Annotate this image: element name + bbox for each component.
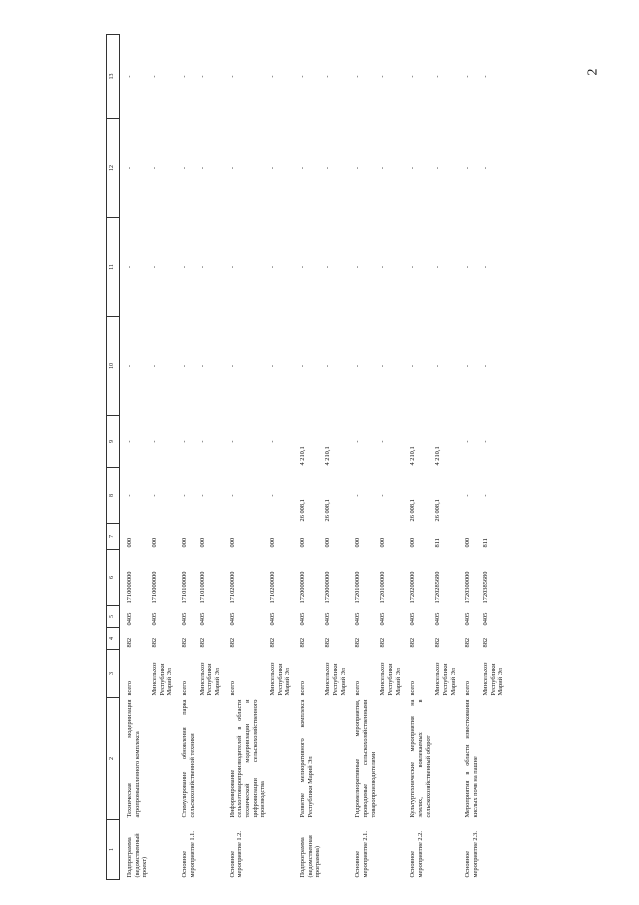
table-cell: Подпрограмма (ведомственная программа) bbox=[299, 835, 322, 878]
table-cell: 26 008,1 bbox=[434, 499, 442, 522]
table-cell: - bbox=[269, 265, 276, 269]
table-row bbox=[458, 35, 480, 880]
table-cell: - bbox=[299, 265, 307, 269]
table-cell: всего bbox=[464, 681, 472, 696]
table-cell: - bbox=[198, 494, 206, 497]
table-cell: - bbox=[354, 364, 362, 368]
table-cell: - bbox=[409, 75, 417, 78]
table-cell: - bbox=[228, 440, 236, 443]
table-cell: 1710100000 bbox=[198, 571, 206, 604]
table-cell: - bbox=[354, 166, 362, 170]
table-cell: - bbox=[481, 364, 489, 368]
column-header: 8 bbox=[107, 468, 120, 524]
table-cell: - bbox=[198, 364, 206, 368]
table-cell: Минсельхоз Республики Марий Эл bbox=[324, 662, 347, 696]
budget-table bbox=[106, 34, 506, 880]
table-cell: - bbox=[151, 364, 159, 368]
table-cell bbox=[481, 698, 506, 820]
table-cell: - bbox=[434, 75, 442, 78]
table-cell bbox=[268, 820, 293, 880]
table-cell: 000 bbox=[198, 537, 206, 548]
table-cell: 882 bbox=[181, 637, 189, 648]
table-cell: - bbox=[299, 166, 307, 170]
table-cell: - bbox=[198, 166, 206, 170]
table-cell: - bbox=[464, 364, 472, 368]
table-row bbox=[433, 35, 458, 880]
table-cell: - bbox=[151, 265, 159, 269]
table-cell: - bbox=[299, 364, 307, 368]
table-cell: - bbox=[354, 265, 362, 269]
table-cell: - bbox=[354, 494, 362, 497]
table-cell: Минсельхоз Республики Марий Эл bbox=[151, 662, 174, 696]
table-cell: 882 bbox=[464, 637, 472, 648]
table-cell: - bbox=[324, 265, 332, 269]
table-cell: - bbox=[228, 364, 236, 368]
table-cell: 1720000000 bbox=[324, 571, 332, 604]
rotated-table-container bbox=[106, 35, 516, 880]
table-cell: 0405 bbox=[409, 612, 417, 626]
table-cell: Информирование сельхозтоваропроизводителей в области технической модернизации и цифровизации сельскохозяйственного производства bbox=[228, 699, 267, 818]
table-cell: всего bbox=[299, 681, 307, 696]
table-cell: 000 bbox=[379, 537, 387, 548]
table-cell: - bbox=[269, 494, 276, 497]
table-cell bbox=[378, 698, 403, 820]
table-cell: 000 bbox=[126, 537, 133, 548]
table-cell bbox=[323, 698, 348, 820]
table-cell: - bbox=[228, 494, 236, 497]
table-cell: Минсельхоз Республики Марий Эл bbox=[379, 662, 402, 696]
column-header: 11 bbox=[107, 218, 120, 317]
table-cell: Гидромелиоративные мероприятия, проводимые сельскохозяйственными товаропроизводителями bbox=[354, 699, 377, 818]
table-row bbox=[175, 35, 197, 880]
table-cell: 000 bbox=[409, 537, 417, 548]
table-cell: 000 bbox=[464, 537, 472, 548]
table-cell: 4 210,1 bbox=[409, 446, 417, 466]
table-cell: - bbox=[324, 364, 332, 368]
table-cell: - bbox=[434, 265, 442, 269]
table-cell: Техническая модернизация агропромышленного комплекса bbox=[126, 699, 141, 818]
table-row bbox=[348, 35, 378, 880]
table-cell: 000 bbox=[181, 537, 189, 548]
table-cell: 0405 bbox=[324, 612, 332, 626]
table-cell bbox=[378, 820, 403, 880]
table-cell: 882 bbox=[228, 637, 236, 648]
table-cell: - bbox=[126, 75, 133, 78]
table-cell: - bbox=[151, 75, 159, 78]
column-header: 7 bbox=[107, 524, 120, 550]
table-cell: - bbox=[354, 440, 362, 443]
table-cell: 000 bbox=[324, 537, 332, 548]
table-cell: 26 008,1 bbox=[409, 499, 417, 522]
table-cell: - bbox=[434, 166, 442, 170]
table-cell: 811 bbox=[481, 538, 489, 548]
table-cell: - bbox=[481, 265, 489, 269]
table-cell: - bbox=[181, 494, 189, 497]
table-cell bbox=[268, 698, 293, 820]
table-cell: - bbox=[379, 364, 387, 368]
table-cell: Культуртехнические мероприятия на землях, вовлекаемых в сельскохозяйственный оборот bbox=[409, 699, 432, 818]
table-cell: 882 bbox=[409, 637, 417, 648]
table-cell: Стимулирование обновления парка сельскохозяйственной техники bbox=[181, 699, 196, 818]
table-cell: 882 bbox=[198, 637, 206, 648]
table-cell: 26 008,1 bbox=[299, 499, 307, 522]
table-cell: 811 bbox=[434, 538, 442, 548]
table-cell: - bbox=[269, 75, 276, 78]
table-cell: - bbox=[126, 494, 133, 497]
column-header: 2 bbox=[107, 698, 120, 820]
table-cell: - bbox=[228, 265, 236, 269]
table-cell: 0405 bbox=[151, 612, 159, 626]
table-cell: Мероприятия в области известкования кислых почв на пашне bbox=[464, 699, 480, 818]
column-header: 6 bbox=[107, 550, 120, 606]
table-row bbox=[198, 35, 223, 880]
table-cell: - bbox=[198, 265, 206, 269]
table-cell: 000 bbox=[299, 537, 307, 548]
table-cell: Основное мероприятие 1.2. bbox=[228, 831, 244, 878]
table-cell: Подпрограмма (ведомственный проект) bbox=[126, 833, 149, 878]
table-cell: 000 bbox=[151, 537, 159, 548]
table-cell: - bbox=[379, 265, 387, 269]
table-cell bbox=[150, 820, 175, 880]
table-cell: 0405 bbox=[464, 612, 472, 626]
table-cell: - bbox=[464, 166, 472, 170]
table-cell: - bbox=[409, 265, 417, 269]
table-cell: - bbox=[481, 440, 489, 443]
table-cell: 0405 bbox=[299, 612, 307, 626]
table-cell: 882 bbox=[354, 637, 362, 648]
table-cell: - bbox=[464, 440, 472, 443]
table-cell: - bbox=[379, 440, 387, 443]
table-cell: - bbox=[379, 75, 387, 78]
table-cell: - bbox=[151, 166, 159, 170]
table-cell: - bbox=[181, 440, 189, 443]
table-cell: 4 210,1 bbox=[324, 446, 332, 466]
table-cell: 882 bbox=[379, 637, 387, 648]
table-cell: 1710000000 bbox=[126, 571, 133, 604]
rotated-table-inner bbox=[106, 35, 516, 880]
column-number-row bbox=[107, 35, 120, 880]
table-cell: Минсельхоз Республики Марий Эл bbox=[198, 662, 221, 696]
table-cell: - bbox=[464, 265, 472, 269]
table-cell: - bbox=[409, 364, 417, 368]
table-cell: - bbox=[481, 166, 489, 170]
table-cell: 0405 bbox=[198, 612, 206, 626]
table-cell: 1710000000 bbox=[151, 571, 159, 604]
table-cell: 0405 bbox=[434, 612, 442, 626]
table-cell: 1710100000 bbox=[181, 571, 189, 604]
table-cell: 000 bbox=[269, 537, 276, 548]
table-cell: Основное мероприятие 1.1. bbox=[181, 831, 196, 878]
table-cell bbox=[481, 820, 506, 880]
table-cell: 000 bbox=[354, 537, 362, 548]
table-cell: - bbox=[198, 75, 206, 78]
table-cell bbox=[150, 698, 175, 820]
table-cell: Основное мероприятие 2.2. bbox=[409, 831, 424, 878]
column-header: 4 bbox=[107, 628, 120, 650]
table-cell: - bbox=[481, 75, 489, 78]
column-header: 5 bbox=[107, 606, 120, 628]
table-cell: - bbox=[464, 75, 472, 78]
table-body bbox=[120, 35, 506, 880]
table-cell: Основное мероприятие 2.1. bbox=[354, 831, 369, 878]
table-cell: - bbox=[434, 364, 442, 368]
table-cell: - bbox=[324, 75, 332, 78]
table-cell: - bbox=[181, 75, 189, 78]
table-cell: 1720285680 bbox=[434, 571, 442, 604]
table-cell: - bbox=[269, 166, 276, 170]
table-cell: - bbox=[126, 364, 133, 368]
column-header: 3 bbox=[107, 650, 120, 698]
column-header: 1 bbox=[107, 820, 120, 880]
table-cell: - bbox=[379, 494, 387, 497]
table-cell: всего bbox=[409, 681, 417, 696]
table-cell: 882 bbox=[481, 637, 489, 648]
table-cell: 0405 bbox=[481, 612, 489, 626]
table-cell: - bbox=[464, 494, 472, 497]
table-cell bbox=[433, 698, 458, 820]
table-cell: - bbox=[228, 75, 236, 78]
table-row bbox=[323, 35, 348, 880]
table-cell: - bbox=[324, 166, 332, 170]
table-cell: 1720300000 bbox=[464, 571, 472, 604]
table-cell: - bbox=[126, 166, 133, 170]
table-cell: всего bbox=[354, 681, 362, 696]
table-row bbox=[378, 35, 403, 880]
table-cell: - bbox=[379, 166, 387, 170]
table-cell: 26 008,1 bbox=[324, 499, 332, 522]
table-cell: 0405 bbox=[228, 612, 236, 626]
table-cell: - bbox=[181, 166, 189, 170]
table-cell: Минсельхоз Республики Марий Эл bbox=[481, 662, 505, 696]
table-cell bbox=[433, 820, 458, 880]
table-cell bbox=[198, 820, 223, 880]
table-cell: всего bbox=[181, 681, 189, 696]
table-cell: Минсельхоз Республики Марий Эл bbox=[434, 662, 457, 696]
table-row bbox=[150, 35, 175, 880]
table-cell: 1720200000 bbox=[409, 571, 417, 604]
table-cell: - bbox=[151, 440, 159, 443]
column-header: 13 bbox=[107, 35, 120, 119]
table-cell: Развитие мелиоративного комплекса Республики Марий Эл bbox=[299, 699, 314, 818]
table-cell: - bbox=[409, 166, 417, 170]
table-cell: 882 bbox=[151, 637, 159, 648]
table-cell: - bbox=[151, 494, 159, 497]
table-cell: 1720000000 bbox=[299, 571, 307, 604]
table-cell: 1720100000 bbox=[354, 571, 362, 604]
page-number: 2 bbox=[585, 68, 601, 76]
table-cell: 0405 bbox=[181, 612, 189, 626]
table-cell: 882 bbox=[269, 637, 276, 648]
table-cell: 0405 bbox=[126, 612, 133, 626]
table-cell: - bbox=[269, 364, 276, 368]
table-cell: 1720385680 bbox=[481, 571, 489, 604]
table-cell: 882 bbox=[126, 637, 133, 648]
table-cell: - bbox=[126, 440, 133, 443]
table-cell: 882 bbox=[299, 637, 307, 648]
table-cell: - bbox=[198, 440, 206, 443]
table-row bbox=[403, 35, 433, 880]
table-cell: 000 bbox=[228, 537, 236, 548]
table-cell: 882 bbox=[324, 637, 332, 648]
table-cell: - bbox=[126, 265, 133, 269]
column-header: 9 bbox=[107, 416, 120, 468]
table-cell: 1710200000 bbox=[269, 571, 276, 604]
column-header: 12 bbox=[107, 119, 120, 218]
column-header: 10 bbox=[107, 317, 120, 416]
table-cell: 1710200000 bbox=[228, 571, 236, 604]
table-row bbox=[481, 35, 506, 880]
table-cell: Основное мероприятие 2.3. bbox=[464, 831, 480, 878]
table-cell: всего bbox=[126, 681, 133, 696]
table-cell: 1720100000 bbox=[379, 571, 387, 604]
table-cell: 4 210,1 bbox=[434, 446, 442, 466]
table-row bbox=[120, 35, 151, 880]
table-cell: Минсельхоз Республики Марий Эл bbox=[269, 662, 292, 696]
table-cell: 0405 bbox=[379, 612, 387, 626]
table-cell: 0405 bbox=[354, 612, 362, 626]
table-cell: - bbox=[354, 75, 362, 78]
table-row bbox=[223, 35, 268, 880]
table-cell: - bbox=[299, 75, 307, 78]
table-cell bbox=[198, 698, 223, 820]
table-cell: - bbox=[181, 364, 189, 368]
table-cell: - bbox=[181, 265, 189, 269]
table-row bbox=[268, 35, 293, 880]
table-cell: - bbox=[481, 494, 489, 497]
table-cell: - bbox=[228, 166, 236, 170]
table-cell: всего bbox=[228, 681, 236, 696]
table-cell: 4 210,1 bbox=[299, 446, 307, 466]
table-cell: 882 bbox=[434, 637, 442, 648]
table-cell: 0405 bbox=[269, 612, 276, 626]
table-row bbox=[293, 35, 323, 880]
table-cell bbox=[323, 820, 348, 880]
table-cell: - bbox=[269, 440, 276, 443]
